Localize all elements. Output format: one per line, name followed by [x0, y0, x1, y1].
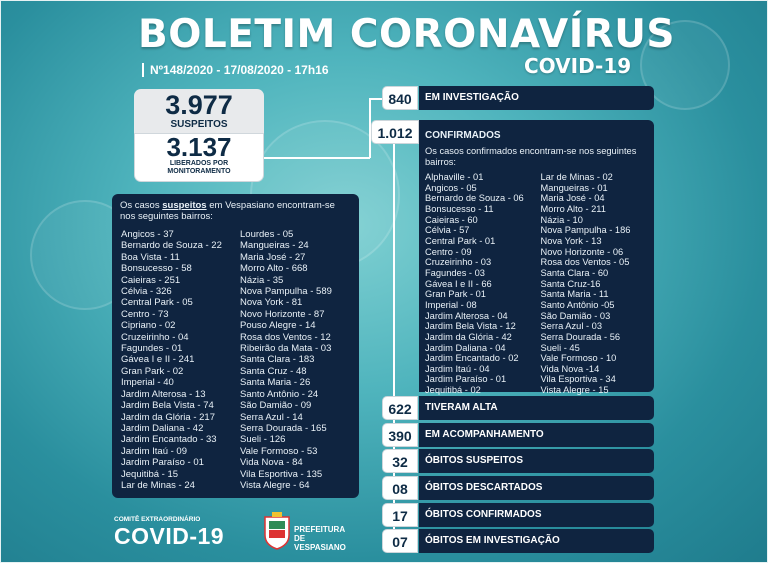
neighborhood-item: Vila Esportiva - 135: [240, 468, 323, 480]
page-title: BOLETIM CORONAVÍRUS: [138, 12, 675, 57]
stat-label: ÓBITOS SUSPEITOS: [419, 449, 654, 473]
edition-line: Nº148/2020 - 17/08/2020 - 17h16: [142, 63, 329, 77]
neighborhood-item: Lourdes - 05: [240, 229, 294, 240]
neighborhood-item: Jardim Encantado - 33: [121, 434, 217, 446]
neighborhood-item: Alphaville - 01: [425, 172, 484, 182]
neighborhood-item: Imperial - 08: [425, 299, 477, 310]
neighborhood-item: Célvia - 57: [425, 225, 470, 236]
neighborhood-item: Jardim da Glória - 42: [425, 331, 512, 342]
neighborhood-item: Santo Antônio -05: [540, 299, 615, 310]
neighborhood-item: Angicos - 37: [121, 229, 174, 240]
neighborhood-item: Jardim Bela Vista - 74: [121, 400, 214, 412]
neighborhood-item: Bonsucesso - 58: [121, 263, 192, 275]
neighborhood-item: Bernardo de Souza - 22: [121, 240, 222, 252]
stat-obitos-confirmados: [382, 503, 654, 527]
neighborhood-item: Central Park - 05: [121, 297, 193, 309]
neighborhood-item: Centro - 09: [425, 246, 472, 257]
neighborhood-item: Santa Cruz - 48: [240, 365, 307, 377]
neighborhood-item: Gran Park - 01: [425, 289, 486, 300]
neighborhood-item: Bonsucesso - 11: [425, 203, 494, 214]
page-subtitle: COVID-19: [524, 54, 632, 78]
connector-line: [369, 98, 382, 100]
neighborhood-item: Jardim Paraíso - 01: [425, 374, 507, 385]
stat-number: 07: [382, 529, 418, 553]
neighborhood-item: Cruzeirinho - 03: [425, 257, 492, 268]
stat-obitos-descartados: [382, 476, 654, 500]
neighborhood-item: Sueli - 45: [540, 342, 580, 353]
stat-obitos-suspeitos: [382, 449, 654, 473]
neighborhood-item: Vale Formoso - 53: [240, 445, 318, 457]
neighborhood-item: Vida Nova - 84: [240, 457, 303, 469]
prefecture-line-1: PREFEITURA DE: [294, 525, 345, 543]
stat-alta: [382, 396, 654, 420]
neighborhood-item: Gran Park - 02: [121, 365, 184, 377]
city-crest-icon: [262, 511, 292, 551]
suspects-total: 3.977: [165, 90, 233, 120]
suspects-by-neighborhood-panel: [112, 194, 359, 498]
neighborhood-item: Rosa dos Ventos - 12: [240, 331, 331, 343]
neighborhood-item: Jequitibá - 15: [121, 468, 179, 480]
neighborhood-item: São Damião - 09: [240, 400, 312, 412]
suspects-total-box: [134, 89, 264, 133]
neighborhood-item: Novo Horizonte - 06: [540, 246, 624, 257]
neighborhood-item: Gávea I e II - 66: [425, 278, 492, 289]
neighborhood-item: Jardim Daliana - 42: [121, 422, 204, 434]
neighborhood-item: Serra Azul - 14: [240, 411, 303, 423]
neighborhood-item: Novo Horizonte - 87: [240, 308, 325, 320]
neighborhood-item: Lar de Minas - 24: [121, 479, 195, 491]
committee-logo: [114, 516, 234, 554]
neighborhood-item: Nova Pampulha - 589: [240, 286, 332, 298]
neighborhood-item: Vila Esportiva - 34: [540, 374, 616, 385]
neighborhood-item: Santa Clara - 60: [540, 267, 609, 278]
neighborhood-item: Santa Maria - 11: [540, 289, 609, 300]
neighborhood-item: Angicos - 05: [425, 182, 477, 193]
released-total: 3.137: [166, 132, 232, 162]
neighborhood-item: Jardim Paraíso - 01: [121, 457, 204, 469]
stat-number: 840: [382, 86, 418, 110]
stat-acompanhamento: [382, 423, 654, 447]
neighborhood-item: Maria José - 04: [540, 193, 605, 204]
neighborhood-item: Imperial - 40: [121, 377, 174, 389]
suspects-intro: Os casos suspeitos em Vespasiano encontram-se nos seguintes bairros:: [120, 200, 335, 222]
neighborhood-item: Gávea I e II - 241: [121, 354, 195, 366]
suspects-label: SUSPEITOS: [170, 119, 228, 130]
covid-logo-text: COVID-19: [114, 523, 225, 549]
confirmed-label: CONFIRMADOS: [425, 130, 501, 141]
neighborhood-item: Santa Maria - 26: [240, 377, 311, 389]
stat-number: 622: [382, 396, 418, 420]
committee-line: COMITÊ EXTRAORDINÁRIO: [114, 516, 201, 523]
neighborhood-item: Bernardo de Souza - 06: [425, 193, 524, 204]
neighborhood-item: Serra Azul - 03: [540, 321, 602, 332]
neighborhood-item: Fagundes - 01: [121, 343, 183, 355]
neighborhood-item: Mangueiras - 01: [540, 182, 608, 193]
confirmed-column-1: [425, 172, 533, 396]
neighborhood-item: Nova York - 13: [540, 235, 602, 246]
neighborhood-item: Vista Alegre - 15: [540, 385, 609, 396]
neighborhood-item: Vale Formoso - 10: [540, 353, 617, 364]
prefecture-logo: [262, 511, 358, 555]
stat-number: 08: [382, 476, 418, 500]
stat-label: ÓBITOS CONFIRMADOS: [419, 503, 654, 527]
neighborhood-item: Vista Alegre - 64: [240, 479, 310, 491]
neighborhood-item: Jardim Bela Vista - 12: [425, 321, 516, 332]
stat-label: TIVERAM ALTA: [419, 396, 654, 420]
released-label-2: MONITORAMENTO: [167, 168, 231, 175]
neighborhood-item: Cipriano - 02: [121, 320, 176, 332]
neighborhood-item: Célvia - 326: [121, 286, 172, 298]
neighborhood-item: Názia - 10: [540, 214, 583, 225]
stat-number: 17: [382, 503, 418, 527]
stat-label: EM ACOMPANHAMENTO: [419, 423, 654, 447]
neighborhood-item: Caieiras - 251: [121, 274, 181, 286]
neighborhood-item: Jardim Alterosa - 13: [121, 388, 206, 400]
released-total-box: [134, 133, 264, 182]
neighborhood-item: Jequitibá - 02: [425, 385, 481, 396]
neighborhood-item: Morro Alto - 668: [240, 263, 308, 275]
neighborhood-item: Caieiras - 60: [425, 214, 478, 225]
neighborhood-item: Centro - 73: [121, 308, 169, 320]
neighborhood-item: Boa Vista - 11: [121, 251, 180, 263]
neighborhood-item: Santo Antônio - 24: [240, 388, 319, 400]
neighborhood-item: Ribeirão da Mata - 03: [240, 343, 332, 355]
neighborhood-item: Lar de Minas - 02: [540, 172, 613, 182]
neighborhood-item: Santa Cruz-16: [540, 278, 601, 289]
stat-number: 390: [382, 423, 418, 447]
neighborhood-item: Nova Pampulha - 186: [540, 225, 631, 236]
neighborhood-item: Jardim da Glória - 217: [121, 411, 215, 423]
neighborhood-item: Cruzeirinho - 04: [121, 331, 189, 343]
stat-label: EM INVESTIGAÇÃO: [419, 86, 654, 110]
confirmed-by-neighborhood-panel: [419, 120, 654, 396]
neighborhood-item: Jardim Daliana - 04: [425, 342, 506, 353]
suspects-column-2: [232, 229, 351, 491]
neighborhood-item: Jardim Itaú - 09: [121, 445, 187, 457]
neighborhood-item: Serra Dourada - 56: [540, 331, 621, 342]
suspects-column-1: [120, 229, 232, 491]
neighborhood-item: Rosa dos Ventos - 05: [540, 257, 630, 268]
stat-label: ÓBITOS DESCARTADOS: [419, 476, 654, 500]
stat-label: ÓBITOS EM INVESTIGAÇÃO: [419, 529, 654, 553]
neighborhood-item: Jardim Alterosa - 04: [425, 310, 508, 321]
stat-number: 32: [382, 449, 418, 473]
neighborhood-item: Santa Clara - 183: [240, 354, 315, 366]
stat-investigacao: [382, 86, 654, 110]
neighborhood-item: Názia - 35: [240, 274, 284, 286]
neighborhood-item: Fagundes - 03: [425, 267, 485, 278]
neighborhood-item: Pouso Alegre - 14: [240, 320, 316, 332]
confirmed-column-2: [533, 172, 649, 396]
neighborhood-item: Morro Alto - 211: [540, 203, 606, 214]
neighborhood-item: Sueli - 126: [240, 434, 286, 446]
prefecture-line-2: VESPASIANO: [294, 543, 346, 552]
neighborhood-item: Central Park - 01: [425, 235, 496, 246]
neighborhood-item: Jardim Encantado - 02: [425, 353, 519, 364]
neighborhood-item: Maria José - 27: [240, 251, 306, 263]
neighborhood-item: Vida Nova -14: [540, 363, 600, 374]
confirmed-total: 1.012: [371, 120, 419, 144]
stat-obitos-investigacao: [382, 529, 654, 553]
released-label-1: LIBERADOS POR: [169, 160, 229, 167]
neighborhood-item: Jardim Itaú - 04: [425, 363, 490, 374]
neighborhood-item: Serra Dourada - 165: [240, 422, 327, 434]
neighborhood-item: Mangueiras - 24: [240, 240, 309, 252]
neighborhood-item: São Damião - 03: [540, 310, 611, 321]
confirmed-intro: Os casos confirmados encontram-se nos seguintes bairros:: [425, 146, 637, 167]
neighborhood-item: Nova York - 81: [240, 297, 303, 309]
connector-line: [264, 157, 370, 159]
